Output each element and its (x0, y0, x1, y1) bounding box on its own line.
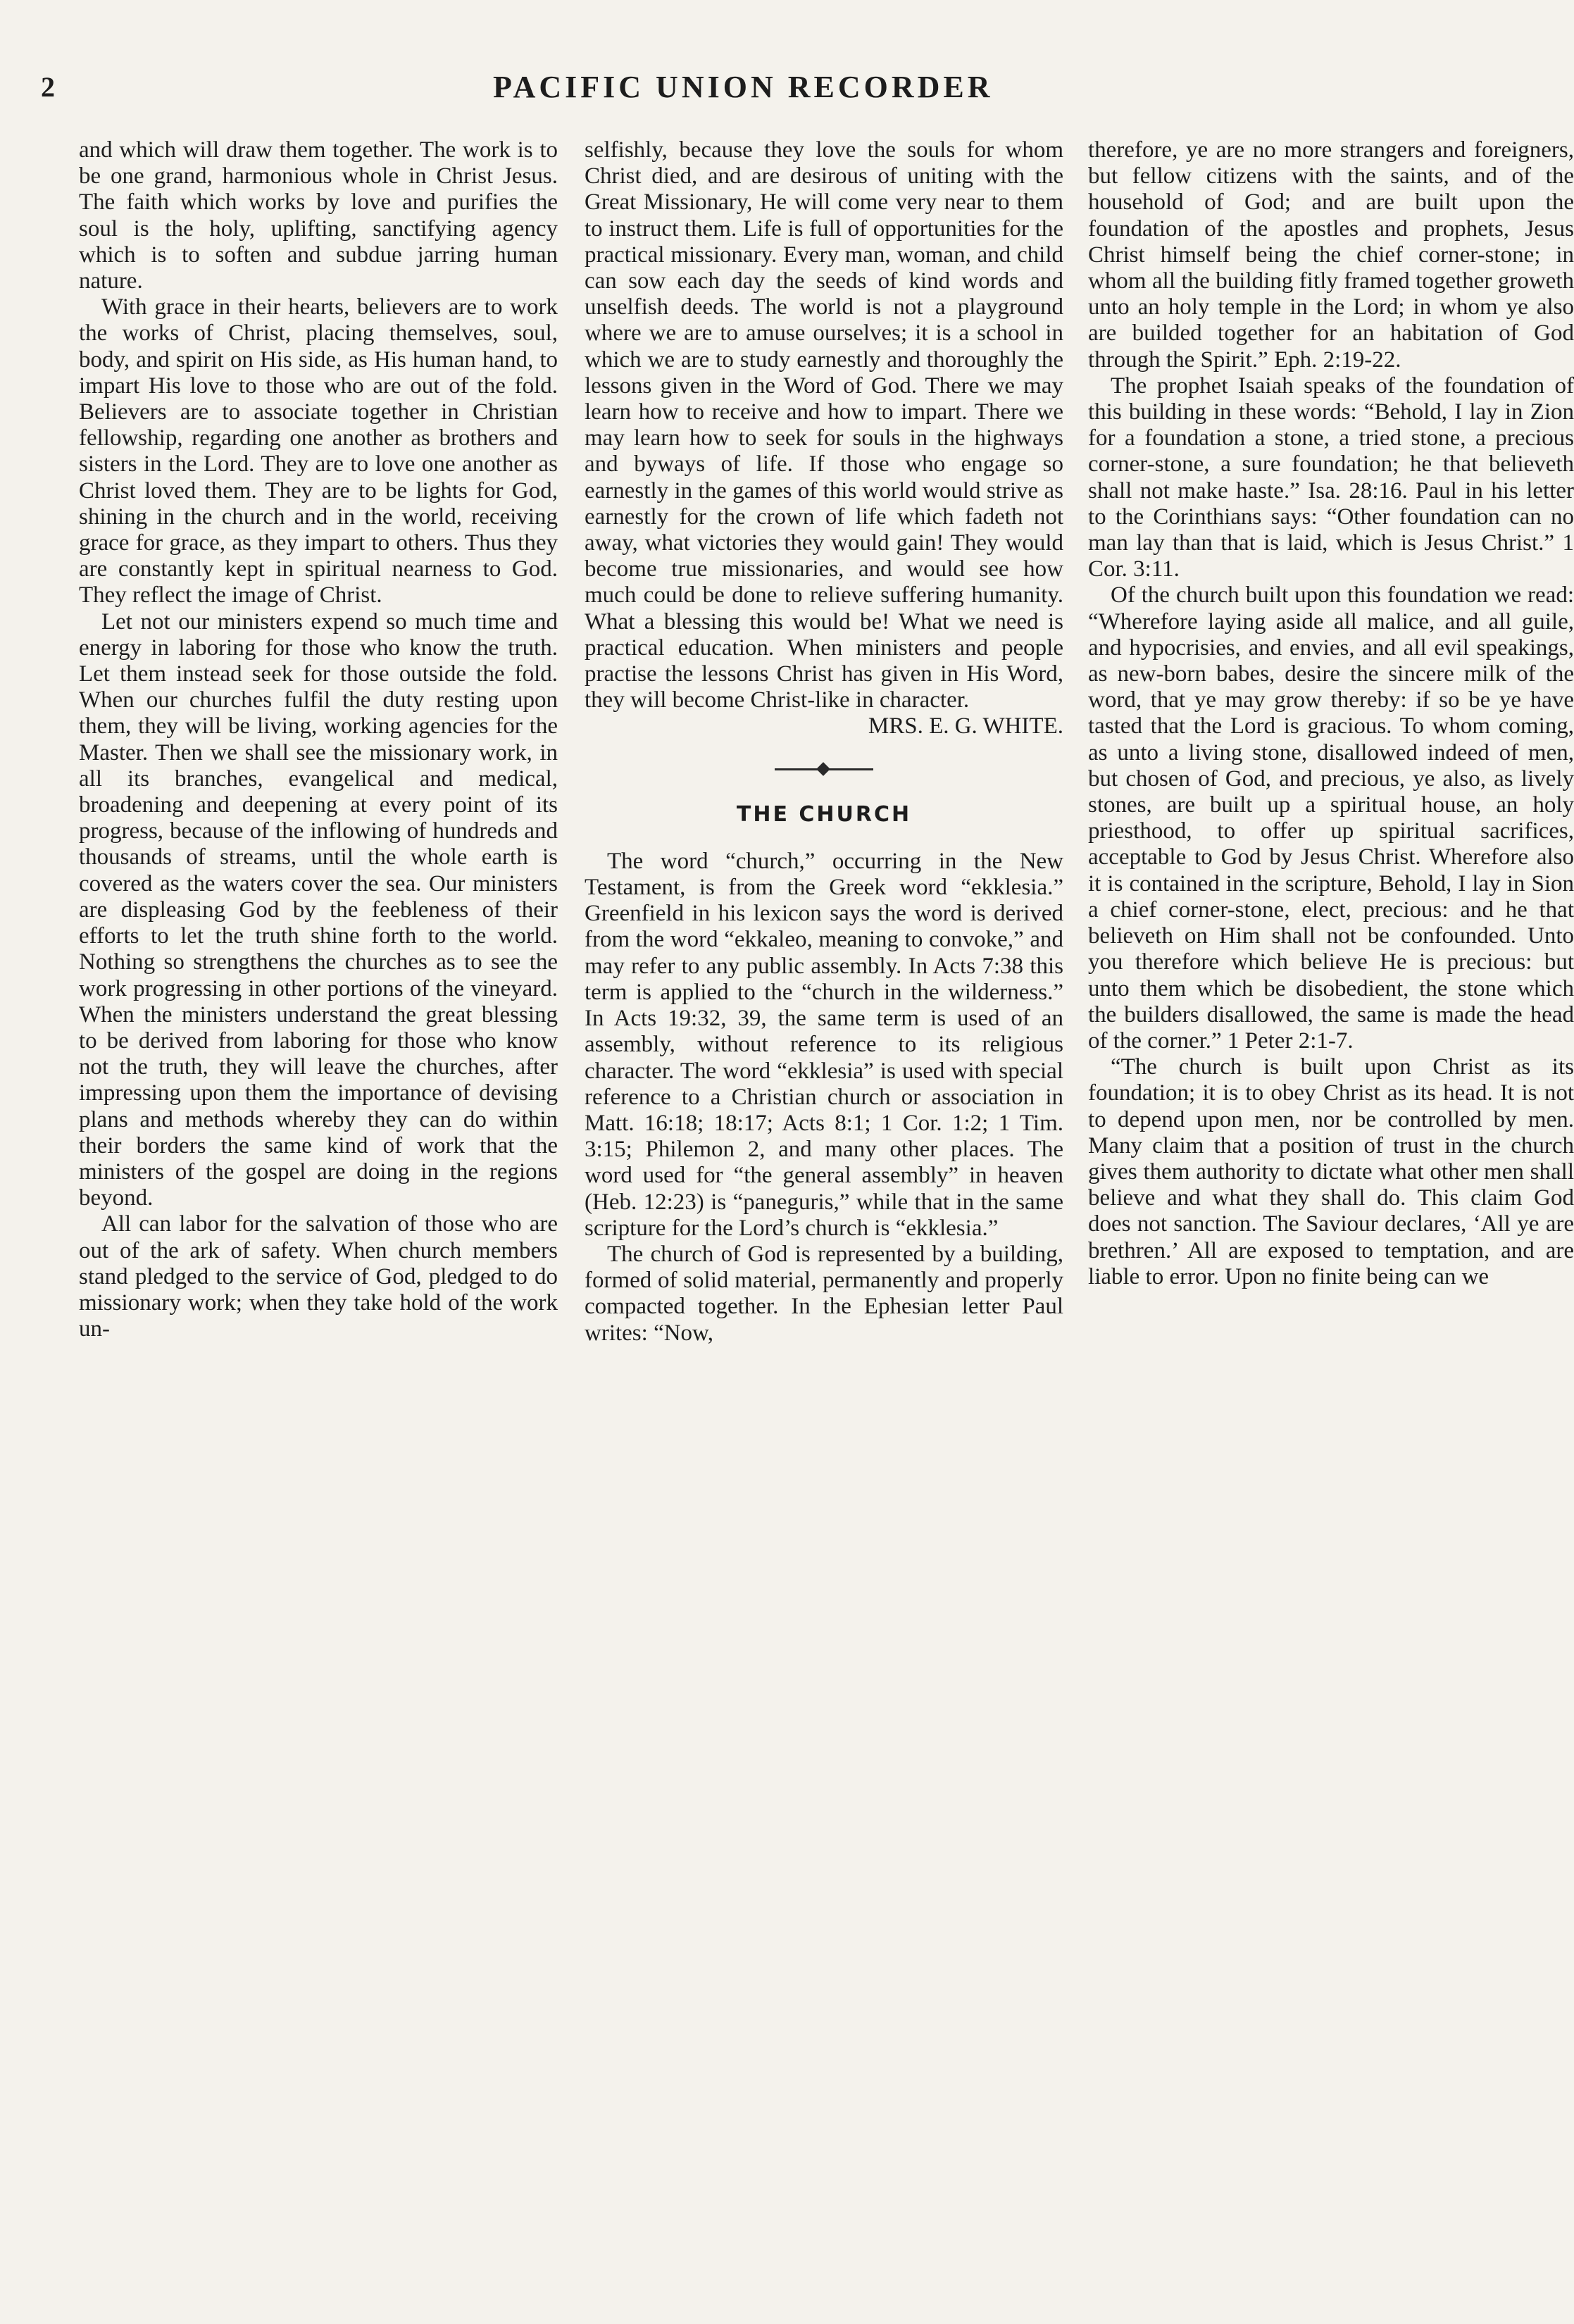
column-3-cropped (1088, 137, 1574, 2292)
paragraph: With grace in their hearts, believers are to work the works of Christ, placing themselves, soul, body, and spirit on His side, as His human hand, to impart His love to those who are out of the fold. Believers are to associate together in Christian fellowship, regarding one another as brothers and sisters in the Lord. They are to love one another as Christ loved them. They are to be lights for God, shining in the church and in the world, receiving grace for grace, as they impart to others. Thus they are constantly kept in spiritual nearness to God. They reflect the image of Christ. (79, 294, 558, 608)
section-heading: THE CHURCH (736, 801, 912, 827)
paragraph: All can labor for the salvation of those who are out of the ark of safety. When church members stand pledged to the service of God, pledged to do missionary work; when they take hold of the work un- (79, 1211, 558, 1342)
column-1 (79, 137, 558, 1342)
paragraph: The church of God is represented by a building, formed of solid material, permanently and properly compacted together. In the Ephesian letter Paul writes: “Now, (585, 1241, 1063, 1346)
paragraph: Let not our ministers expend so much time and energy in laboring for those who know the truth. Let them instead seek for those outside the fold. When our churches fulfil the duty resting upon them, they will be living, working agencies for the Master. Then we shall see the missionary work, in all its branches, evangelical and medical, broadening and deepening at every point of its progress, because of the inflowing of hundreds and thousands of streams, until the whole earth is covered as the waters cover the sea. Our ministers are displeasing God by the feebleness of their efforts to let the truth shine forth to the world. Nothing so strengthens the churches as to see the work progressing in other portions of the vineyard. When the ministers understand the great blessing to be derived from laboring for those who know not the truth, they will leave the churches, after impressing upon them the importance of devising plans and methods whereby they can do within their borders the same kind of work that the ministers of the gospel are doing in the regions beyond. (79, 608, 558, 1211)
paragraph: therefore, ye are no more strangers and foreigners, but fellow citizens with the saints, and of the household of God; and are built upon the foundation of the apostles and prophets, Jesus Christ himself being the chief corner-stone; in whom all the building fitly framed together groweth unto an holy temple in the Lord; in whom ye also are builded together for an habitation of God through the Spirit.” Eph. 2:19-22. (1088, 137, 1574, 373)
paragraph: selfishly, because they love the souls for whom Christ died, and are desirous of uniting with the Great Missionary, He will come very near to them to instruct them. Life is full of opportunities for the practical missionary. Every man, woman, and child can sow each day the seeds of kind words and unselfish deeds. The world is not a playground where we are to amuse ourselves; it is a school in which we are to study earnestly and thoroughly the lessons given in the Word of God. There we may learn how to receive and how to impart. There we may learn how to seek for souls in the highways and byways of life. If those who engage so earnestly in the games of this world would strive as earnestly for the crown of life which fadeth not away, what victories they would gain! They would become true missionaries, and would see how much could be done to relieve suffering humanity. What a blessing this would be! What we need is practical education. When ministers and people practise the lessons Christ has given in His Word, they will become Christ-like in character. (585, 137, 1063, 713)
paragraph: The prophet Isaiah speaks of the foundation of this building in these words: “Behold, I lay in Zion for a foundation a stone, a tried stone, a precious corner-stone, a sure foundation; he that believeth shall not make haste.” Isa. 28:16. Paul in his letter to the Corinthians says: “Other foundation can no man lay than that is laid, which is Jesus Christ.” 1 Cor. 3:11. (1088, 373, 1574, 582)
paragraph: Of the church built upon this foundation we read: “Wherefore laying aside all malice, and all guile, and hypocrisies, and envies, and all evil speakings, as new-born babes, desire the sincere milk of the word, that ye may grow thereby: if so be ye have tasted that the Lord is gracious. To whom coming, as unto a living stone, disallowed indeed of men, but chosen of God, and precious, ye also, as lively stones, are built up a spiritual house, an holy priesthood, to offer up spiritual sacrifices, acceptable to God by Jesus Christ. Wherefore also it is contained in the scripture, Behold, I lay in Sion a chief corner-stone, elect, precious: and he that believeth on Him shall not be confounded. Unto you therefore which believe He is precious: but unto them which be disobedient, the stone which the builders disallowed, the same is made the head of the corner.” 1 Peter 2:1-7. (1088, 582, 1574, 1054)
author-signature: MRS. E. G. WHITE. (868, 713, 1063, 739)
paragraph: and which will draw them together. The work is to be one grand, harmonious whole in Christ Jesus. The faith which works by love and purifies the soul is the holy, uplifting, sanctifying agency which is to soften and subdue jarring human nature. (79, 137, 558, 294)
column-2 (585, 137, 1063, 1347)
page-number: 2 (41, 71, 55, 103)
publication-title: PACIFIC UNION RECORDER (493, 70, 994, 104)
paragraph: The word “church,” occurring in the New Testament, is from the Greek word “ekklesia.” Greenfield in his lexicon says the word is derived from the word “ekkaleo, meaning to convoke,” and may refer to any public assembly. In Acts 7:38 this term is applied to the “church in the wilderness.” In Acts 19:32, 39, the same term is used of an assembly, without reference to its religious character. The word “ekklesia” is used with special reference to a Christian church or association in Matt. 16:18; 18:17; Acts 8:1; 1 Cor. 1:2; 1 Tim. 3:15; Philemon 2, and many other places. The word used for “the general assembly” in heaven (Heb. 12:23) is “paneguris,” while that in the same scripture for the Lord’s church is “ekklesia.” (585, 848, 1063, 1241)
section-divider (775, 768, 873, 770)
paragraph: “The church is built upon Christ as its foundation; it is to obey Christ as its head. It is not to depend upon men, nor be controlled by men. Many claim that a position of trust in the church gives them authority to dictate what other men shall believe and what they shall do. This claim God does not sanction. The Saviour declares, ‘All ye are brethren.’ All are exposed to temptation, and are liable to error. Upon no finite being can we (1088, 1054, 1574, 1289)
